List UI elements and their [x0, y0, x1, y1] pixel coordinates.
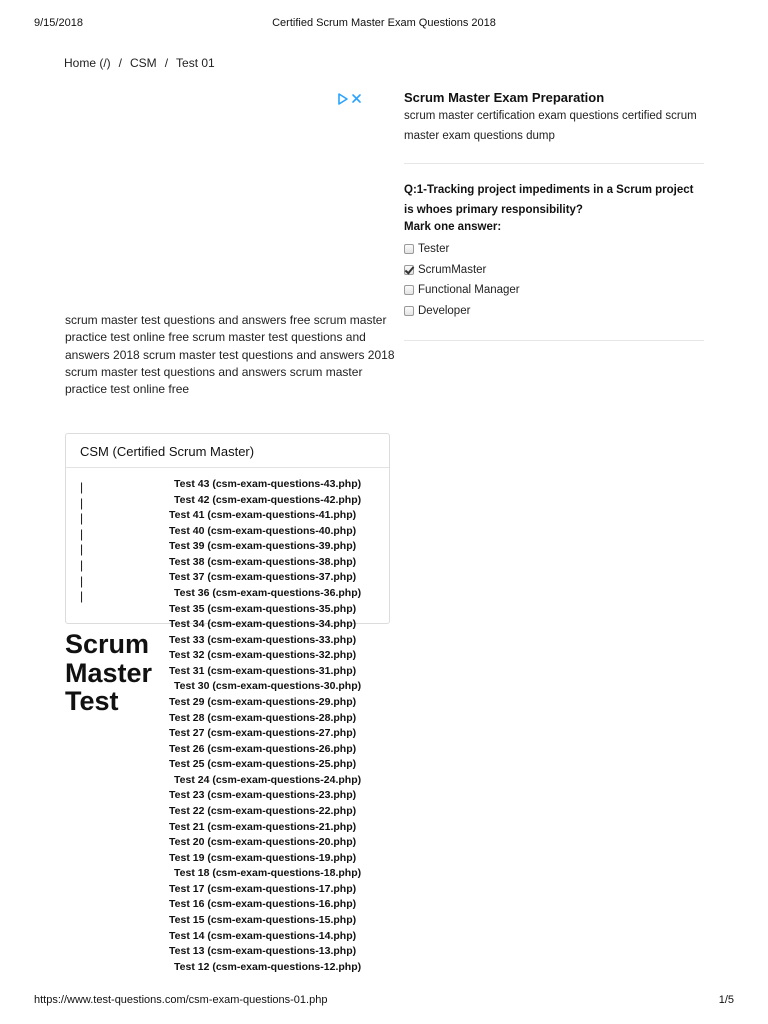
- print-url: https://www.test-questions.com/csm-exam-questions-01.php: [34, 994, 328, 1006]
- mark-one-answer-label: Mark one answer:: [404, 221, 502, 233]
- close-icon[interactable]: [353, 95, 360, 102]
- answer-checkbox[interactable]: [404, 306, 414, 316]
- test-link[interactable]: Test 43 (csm-exam-questions-43.php): [174, 478, 362, 490]
- pipe-separator: |: [80, 511, 84, 526]
- test-link[interactable]: Test 15 (csm-exam-questions-15.php): [169, 913, 357, 926]
- test-link[interactable]: Test 35 (csm-exam-questions-35.php): [169, 602, 357, 615]
- test-link[interactable]: Test 30 (csm-exam-questions-30.php): [174, 680, 362, 693]
- breadcrumb: [64, 56, 215, 70]
- heading-line: Test: [65, 686, 119, 716]
- test-link[interactable]: Test 42 (csm-exam-questions-42.php): [174, 493, 362, 506]
- test-link[interactable]: Test 36 (csm-exam-questions-36.php): [174, 586, 362, 599]
- test-link[interactable]: Test 40 (csm-exam-questions-40.php): [169, 524, 357, 537]
- scrum-master-test-heading: [65, 630, 152, 716]
- answer-option[interactable]: [404, 264, 486, 276]
- pipe-separator: |: [80, 589, 84, 604]
- test-link[interactable]: Test 34 (csm-exam-questions-34.php): [169, 618, 357, 631]
- answer-option-label: Functional Manager: [418, 284, 520, 297]
- test-link[interactable]: Test 12 (csm-exam-questions-12.php): [174, 960, 362, 973]
- answer-option[interactable]: [404, 243, 449, 255]
- test-link[interactable]: Test 28 (csm-exam-questions-28.php): [169, 711, 357, 724]
- heading-line: Scrum: [65, 629, 150, 659]
- test-link[interactable]: Test 22 (csm-exam-questions-22.php): [169, 804, 357, 817]
- breadcrumb-csm-link[interactable]: CSM: [130, 56, 157, 70]
- test-link[interactable]: Test 32 (csm-exam-questions-32.php): [169, 649, 357, 662]
- test-link[interactable]: Test 24 (csm-exam-questions-24.php): [174, 773, 362, 786]
- test-link[interactable]: Test 14 (csm-exam-questions-14.php): [169, 929, 357, 942]
- answer-option-label: Developer: [418, 305, 471, 318]
- pipe-separator: |: [80, 558, 84, 572]
- prep-title: Scrum Master Exam Preparation: [404, 90, 605, 105]
- divider: [66, 467, 389, 468]
- pipe-separator: |: [80, 495, 84, 510]
- pipe-separator: |: [80, 542, 84, 557]
- csm-card-title: CSM (Certified Scrum Master): [80, 444, 255, 459]
- test-link[interactable]: Test 23 (csm-exam-questions-23.php): [169, 789, 357, 802]
- page-number: 1/5: [718, 994, 734, 1006]
- breadcrumb-current: Test 01: [176, 56, 215, 70]
- pipe-separator: |: [80, 480, 84, 494]
- test-link[interactable]: Test 39 (csm-exam-questions-39.php): [169, 540, 357, 553]
- pipe-separator: |: [80, 526, 84, 541]
- answer-checkbox[interactable]: [404, 244, 414, 254]
- answer-checkbox[interactable]: [404, 285, 414, 295]
- ad-choices[interactable]: [336, 92, 364, 106]
- test-link[interactable]: Test 31 (csm-exam-questions-31.php): [169, 664, 357, 677]
- answer-checkbox-checked[interactable]: [404, 265, 414, 275]
- prep-text: scrum master certification exam questions certified scrum master exam questions dump: [404, 110, 697, 142]
- test-link[interactable]: Test 27 (csm-exam-questions-27.php): [169, 727, 357, 740]
- answer-option[interactable]: [404, 284, 520, 296]
- divider: [404, 163, 704, 164]
- test-link[interactable]: Test 25 (csm-exam-questions-25.php): [169, 758, 357, 771]
- test-link[interactable]: Test 37 (csm-exam-questions-37.php): [169, 571, 357, 584]
- test-link[interactable]: Test 26 (csm-exam-questions-26.php): [169, 742, 357, 755]
- test-link[interactable]: Test 13 (csm-exam-questions-13.php): [169, 945, 357, 958]
- breadcrumb-separator: /: [118, 56, 123, 70]
- seo-text: scrum master test questions and answers free scrum master practice test online free scrum master test questions and answers 2018 scrum master test questions and answers 2018 scrum master test questions and answers scrum master practice test online free: [65, 313, 395, 397]
- test-link[interactable]: Test 19 (csm-exam-questions-19.php): [169, 851, 357, 864]
- print-title: Certified Scrum Master Exam Questions 2018: [272, 17, 496, 29]
- test-link[interactable]: Test 33 (csm-exam-questions-33.php): [169, 633, 357, 646]
- test-link[interactable]: Test 38 (csm-exam-questions-38.php): [169, 555, 357, 568]
- test-link[interactable]: Test 16 (csm-exam-questions-16.php): [169, 898, 357, 911]
- question-text: Q:1-Tracking project impediments in a Scrum project is whoes primary responsibility?: [404, 184, 694, 216]
- test-link[interactable]: Test 18 (csm-exam-questions-18.php): [174, 867, 362, 880]
- answer-option-label: ScrumMaster: [418, 263, 487, 276]
- test-link[interactable]: Test 20 (csm-exam-questions-20.php): [169, 836, 357, 849]
- breadcrumb-home-link[interactable]: Home (/): [64, 56, 111, 70]
- test-link[interactable]: Test 21 (csm-exam-questions-21.php): [169, 820, 357, 833]
- answer-option[interactable]: [404, 305, 470, 317]
- breadcrumb-separator: /: [164, 56, 169, 70]
- test-link[interactable]: Test 29 (csm-exam-questions-29.php): [169, 695, 357, 708]
- test-link[interactable]: Test 17 (csm-exam-questions-17.php): [169, 882, 357, 895]
- answer-option-label: Tester: [418, 243, 450, 255]
- pipe-separator: |: [80, 573, 84, 588]
- test-link[interactable]: Test 41 (csm-exam-questions-41.php): [169, 509, 357, 522]
- print-date: 9/15/2018: [34, 17, 83, 29]
- divider: [404, 340, 704, 341]
- adchoices-play-icon[interactable]: [339, 94, 347, 104]
- heading-line: Master: [65, 657, 153, 688]
